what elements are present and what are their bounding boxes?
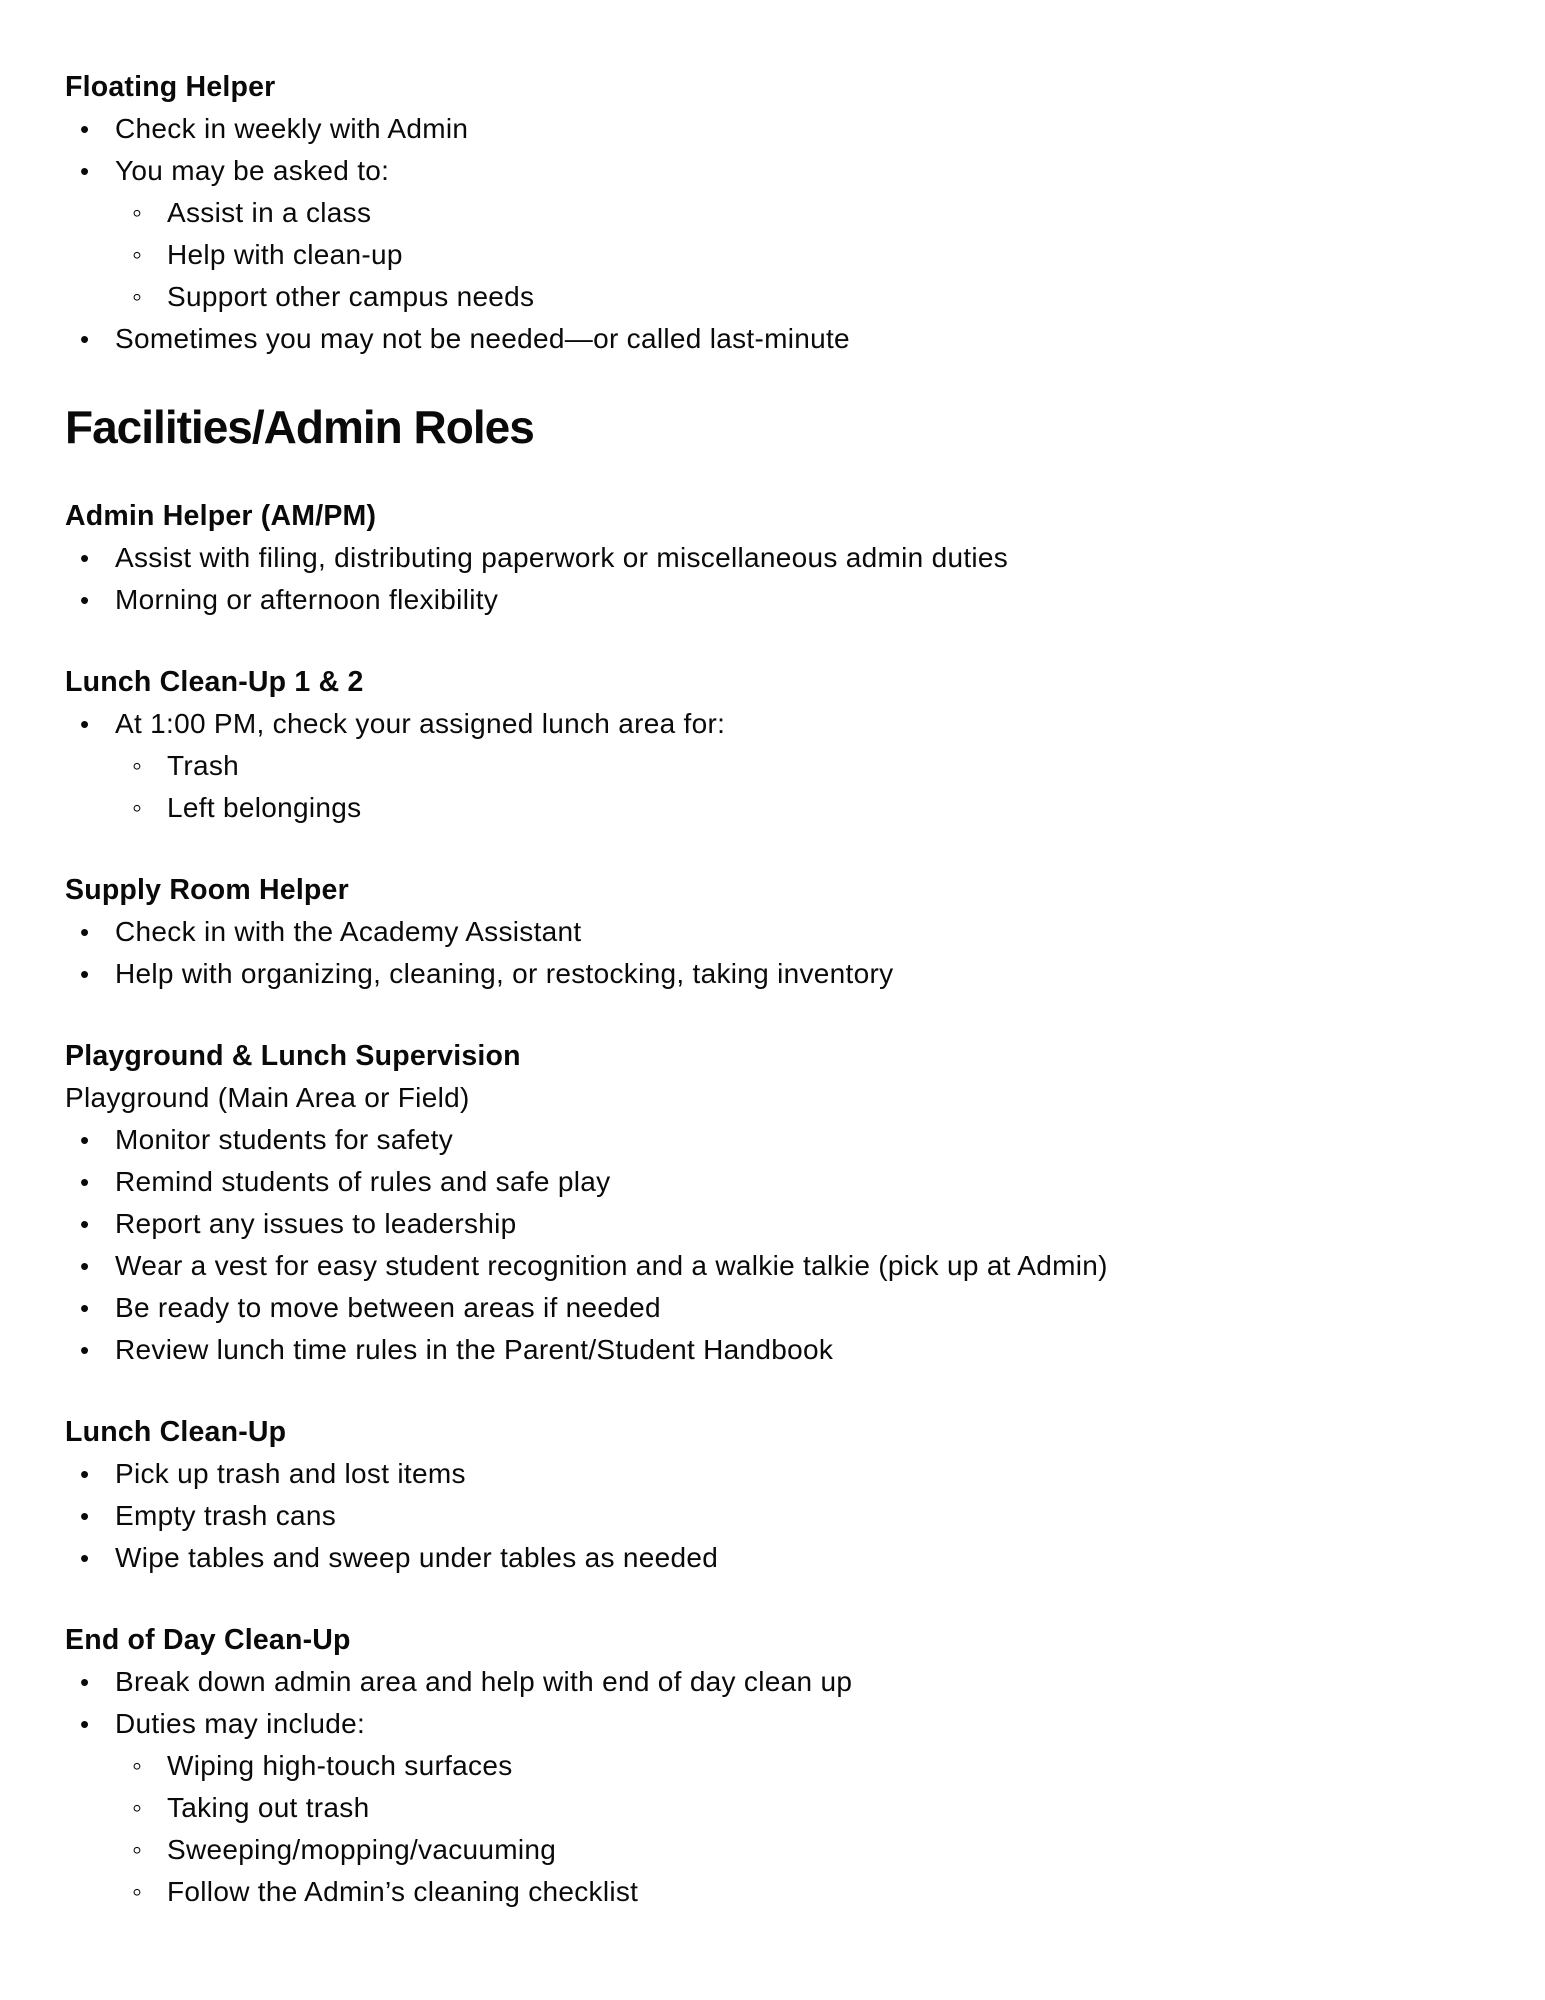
list-item-text: Wear a vest for easy student recognition and a walkie talkie (pick up at Admin) <box>115 1250 1108 1281</box>
list-item <box>65 787 1505 829</box>
list-item-text: Be ready to move between areas if needed <box>115 1292 661 1323</box>
list-item <box>65 953 1505 995</box>
list-item <box>65 1661 1505 1703</box>
section-heading-playground-lunch-supervision: Playground & Lunch Supervision <box>65 1040 521 1072</box>
list-item <box>65 234 1505 276</box>
list-item-text: Help with organizing, cleaning, or restocking, taking inventory <box>115 958 894 989</box>
list-item-text: Sometimes you may not be needed—or called last-minute <box>115 323 850 354</box>
bullet-icon: • <box>80 1209 90 1239</box>
section-heading-supply-room-helper: Supply Room Helper <box>65 874 349 906</box>
list-item <box>65 1745 1505 1787</box>
bullet-icon: • <box>80 709 90 739</box>
circle-bullet-icon: ◦ <box>132 281 143 312</box>
list-item <box>65 1703 1505 1745</box>
list-item-text: Trash <box>167 750 240 781</box>
bullet-icon: • <box>80 114 90 144</box>
list-item <box>65 1829 1505 1871</box>
list-item <box>65 703 1505 745</box>
list-item-text: Check in with the Academy Assistant <box>115 916 582 947</box>
list-item-text: Assist in a class <box>167 197 372 228</box>
list-item-text: Wipe tables and sweep under tables as needed <box>115 1542 719 1573</box>
list-item-text: Monitor students for safety <box>115 1124 454 1155</box>
bullet-icon: • <box>80 1293 90 1323</box>
list-item <box>65 745 1505 787</box>
bullet-icon: • <box>80 1335 90 1365</box>
bullet-icon: • <box>80 156 90 186</box>
bullet-icon: • <box>80 1709 90 1739</box>
list-item-text: Assist with filing, distributing paperwork or miscellaneous admin duties <box>115 542 1009 573</box>
circle-bullet-icon: ◦ <box>132 750 143 781</box>
list-item-text: At 1:00 PM, check your assigned lunch area for: <box>115 708 726 739</box>
list-item-text: Taking out trash <box>167 1792 370 1823</box>
list-item <box>65 1287 1505 1329</box>
list-item-text: Sweeping/mopping/vacuuming <box>167 1834 557 1865</box>
list-item <box>65 579 1505 621</box>
circle-bullet-icon: ◦ <box>132 239 143 270</box>
list-item-text: Report any issues to leadership <box>115 1208 517 1239</box>
circle-bullet-icon: ◦ <box>132 1792 143 1823</box>
bullet-icon: • <box>80 1251 90 1281</box>
section-subheading: Playground (Main Area or Field) <box>65 1082 470 1113</box>
bullet-icon: • <box>80 585 90 615</box>
list-item-text: Check in weekly with Admin <box>115 113 469 144</box>
list-item-text: Morning or afternoon flexibility <box>115 584 499 615</box>
circle-bullet-icon: ◦ <box>132 1876 143 1907</box>
list-item <box>65 1453 1505 1495</box>
circle-bullet-icon: ◦ <box>132 1750 143 1781</box>
list-item-text: Help with clean-up <box>167 239 403 270</box>
list-item <box>65 1203 1505 1245</box>
list-item-text: Remind students of rules and safe play <box>115 1166 611 1197</box>
list-item <box>65 1329 1505 1371</box>
section-heading-floating-helper: Floating Helper <box>65 71 276 103</box>
list-item <box>65 276 1505 318</box>
bullet-icon: • <box>80 1543 90 1573</box>
list-item <box>65 537 1505 579</box>
bullet-icon: • <box>80 1459 90 1489</box>
circle-bullet-icon: ◦ <box>132 792 143 823</box>
list-item <box>65 1245 1505 1287</box>
bullet-icon: • <box>80 917 90 947</box>
circle-bullet-icon: ◦ <box>132 197 143 228</box>
section-heading-lunch-cleanup-1-2: Lunch Clean-Up 1 & 2 <box>65 666 364 698</box>
list-item <box>65 1871 1505 1913</box>
page-title: Facilities/Admin Roles <box>65 401 534 453</box>
bullet-icon: • <box>80 1125 90 1155</box>
list-item-text: Follow the Admin’s cleaning checklist <box>167 1876 639 1907</box>
bullet-icon: • <box>80 1501 90 1531</box>
list-item-text: You may be asked to: <box>115 155 390 186</box>
list-item <box>65 318 1505 360</box>
bullet-icon: • <box>80 1167 90 1197</box>
list-item-text: Duties may include: <box>115 1708 366 1739</box>
list-item-text: Pick up trash and lost items <box>115 1458 466 1489</box>
list-item <box>65 911 1505 953</box>
list-item <box>65 1787 1505 1829</box>
section-heading-admin-helper: Admin Helper (AM/PM) <box>65 500 377 532</box>
list-item-text: Break down admin area and help with end of day clean up <box>115 1666 853 1697</box>
list-item-text: Support other campus needs <box>167 281 535 312</box>
list-item-text: Wiping high-touch surfaces <box>167 1750 513 1781</box>
list-item <box>65 192 1505 234</box>
bullet-icon: • <box>80 543 90 573</box>
list-item <box>65 108 1505 150</box>
section-heading-end-of-day-cleanup: End of Day Clean-Up <box>65 1624 351 1656</box>
list-item-text: Left belongings <box>167 792 362 823</box>
list-item-text: Empty trash cans <box>115 1500 337 1531</box>
list-item <box>65 1537 1505 1579</box>
list-item-text: Review lunch time rules in the Parent/Student Handbook <box>115 1334 834 1365</box>
bullet-icon: • <box>80 959 90 989</box>
list-item <box>65 1119 1505 1161</box>
circle-bullet-icon: ◦ <box>132 1834 143 1865</box>
bullet-icon: • <box>80 324 90 354</box>
section-heading-lunch-cleanup: Lunch Clean-Up <box>65 1416 287 1448</box>
bullet-icon: • <box>80 1667 90 1697</box>
list-item <box>65 1495 1505 1537</box>
list-item <box>65 150 1505 192</box>
list-item <box>65 1161 1505 1203</box>
